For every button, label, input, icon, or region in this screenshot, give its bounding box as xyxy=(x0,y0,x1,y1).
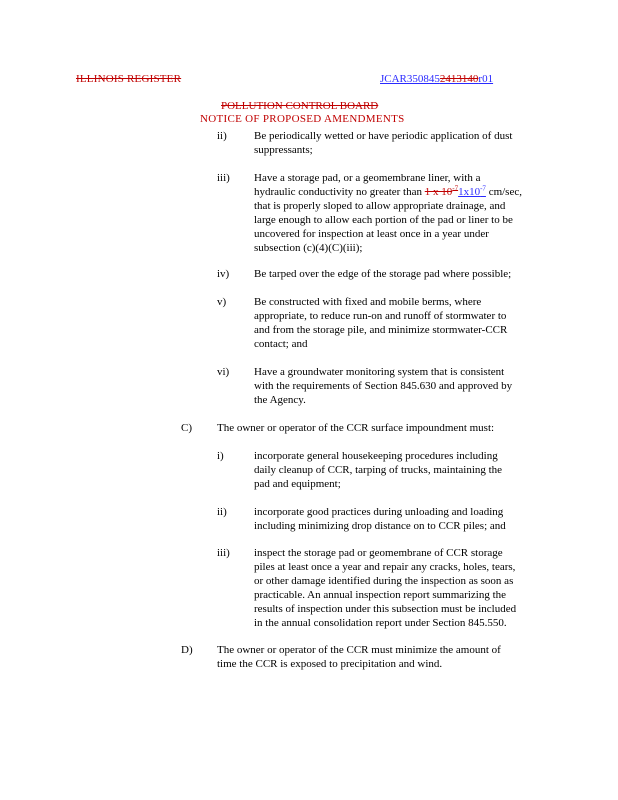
item-number: C) xyxy=(181,422,192,434)
item-text xyxy=(254,171,594,255)
text-line: in the annual consolidation report under Section 845.550. xyxy=(254,617,507,629)
text-line: The owner or operator of the CCR must minimize the amount of xyxy=(217,644,501,656)
jcar-code xyxy=(380,73,493,85)
item-number: iv) xyxy=(217,268,230,280)
item-number: v) xyxy=(217,296,227,308)
text-line: suppressants; xyxy=(254,144,313,156)
text-line: that is properly sloped to allow appropriate drainage, and xyxy=(254,200,506,212)
deleted-text: 1 x $10^{-7}$ xyxy=(424,184,459,198)
text-line: appropriate, to reduce run-on and runoff of stormwater to xyxy=(254,310,507,322)
text-line: subsection (c)(4)(C)(iii); xyxy=(254,242,363,254)
item-text xyxy=(217,421,597,435)
text-span: cm/sec, xyxy=(485,186,522,198)
text-span: Be tarped over the edge of the storage pad where xyxy=(254,268,473,280)
item-number: ii) xyxy=(217,506,227,518)
item-text xyxy=(254,365,594,407)
text-line: practicable. An annual inspection report summarizing the xyxy=(254,589,507,601)
text-line: daily cleanup of CCR, tarping of trucks, maintaining the xyxy=(254,464,503,476)
item-number: vi) xyxy=(217,366,230,378)
text-line: contact; and xyxy=(254,338,308,350)
jcar-suffix: r01 xyxy=(478,73,494,85)
text-line: the Agency. xyxy=(254,394,306,406)
item-text xyxy=(217,643,597,671)
item-number: D) xyxy=(181,644,193,656)
text-span: hydraulic conductivity no greater than xyxy=(254,186,425,198)
item-text xyxy=(254,267,594,281)
register-header: ILLINOIS REGISTER xyxy=(76,73,182,85)
notice-title: NOTICE OF PROPOSED AMENDMENTS xyxy=(200,113,405,125)
item-number: ii) xyxy=(217,130,227,142)
item-text xyxy=(254,505,594,533)
item-text xyxy=(254,449,594,491)
text-line: uncovered for inspection at least once in a year under xyxy=(254,228,489,240)
text-line: results of inspection under this subsection must be included xyxy=(254,603,517,615)
text-line: large enough to allow each portion of the pad or liner to be xyxy=(254,214,513,226)
text-line: inspect the storage pad or geomembrane of CCR storage xyxy=(254,547,503,559)
text-line xyxy=(254,185,594,199)
jcar-prefix: JCAR350845 xyxy=(380,73,440,85)
text-line: incorporate good practices during unloading and loading xyxy=(254,506,504,518)
text-line: including minimizing drop distance on to CCR piles; and xyxy=(254,520,506,532)
text-line: Be periodically wetted or have periodic application of dust xyxy=(254,130,513,142)
text-line: with the requirements of Section 845.630 and approved by xyxy=(254,380,513,392)
item-number: iii) xyxy=(217,547,230,559)
text-line: time the CCR is exposed to precipitation and wind. xyxy=(217,658,443,670)
board-title: POLLUTION CONTROL BOARD xyxy=(221,100,379,112)
text-span: possible; xyxy=(472,268,512,280)
text-line: pad and equipment; xyxy=(254,478,341,490)
text-line: or other damage identified during the inspection as soon as xyxy=(254,575,514,587)
text-line: Have a groundwater monitoring system that is consistent xyxy=(254,366,505,378)
item-text xyxy=(254,546,599,630)
text-line: and from the storage pile, and minimize stormwater-CCR xyxy=(254,324,508,336)
item-text xyxy=(254,295,594,351)
text-line: Have a storage pad, or a geomembrane liner, with a xyxy=(254,172,481,184)
text-line: The owner or operator of the CCR surface impoundment must: xyxy=(217,422,495,434)
item-text xyxy=(254,129,594,157)
inserted-text: $1x10^{-7}$ xyxy=(458,184,486,198)
jcar-old-code: 2413140 xyxy=(439,73,479,85)
item-number: i) xyxy=(217,450,224,462)
item-number: iii) xyxy=(217,172,230,184)
text-line: incorporate general housekeeping procedures including xyxy=(254,450,498,462)
text-line: piles at least once a year and repair any cracks, holes, tears, xyxy=(254,561,516,573)
text-line: Be constructed with fixed and mobile berms, where xyxy=(254,296,482,308)
